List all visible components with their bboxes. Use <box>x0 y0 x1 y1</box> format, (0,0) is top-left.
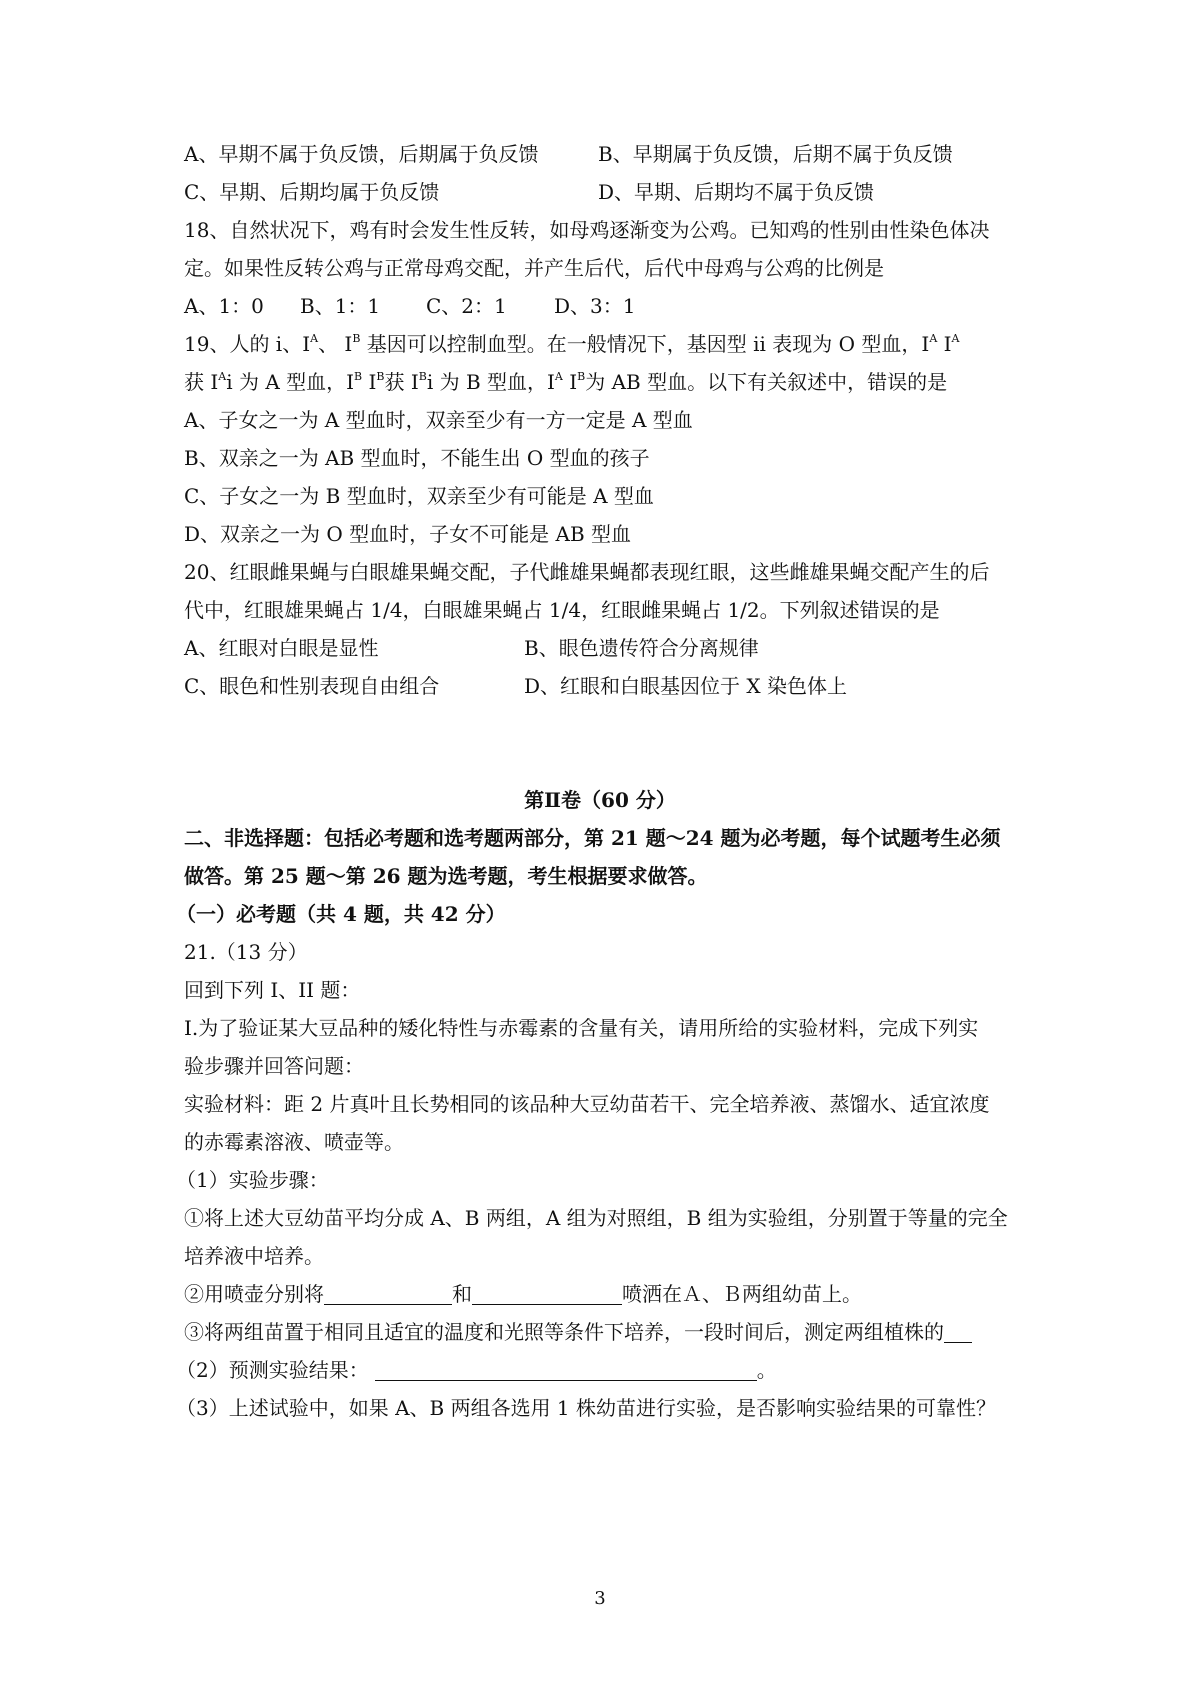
q21-predict <box>176 1356 777 1384</box>
q21-steps-label: （1）实验步骤： <box>176 1168 329 1192</box>
q19-option-a: A、子女之一为 A 型血时，双亲至少有一方一定是 A 型血 <box>184 408 693 432</box>
q21-step2 <box>184 1280 862 1308</box>
q19-text: 获 I <box>384 370 419 394</box>
q18-stem-line2: 定。如果性反转公鸡与正常母鸡交配，并产生后代，后代中母鸡与公鸡的比例是 <box>184 256 884 280</box>
q19-text: 、 I <box>318 332 353 356</box>
q20-stem-line2: 代中，红眼雄果蝇占 1/4，白眼雄果蝇占 1/4，红眼雌果蝇占 1/2。下列叙述错误的是 <box>184 598 940 622</box>
q21-part1-line2: 验步骤并回答问题： <box>184 1054 364 1078</box>
q21-step2-text: 和 <box>452 1282 472 1306</box>
q21-step1-line1: ①将上述大豆幼苗平均分成 A、B 两组，A 组为对照组，B 组为实验组，分别置于等量的完全 <box>184 1206 1008 1230</box>
q21-step3-text: ③将两组苗置于相同且适宜的温度和光照等条件下培养，一段时间后，测定两组植株的 <box>184 1320 944 1344</box>
q19-sup: A <box>929 332 938 345</box>
answer-blank-3[interactable] <box>944 1322 972 1343</box>
q19-sup: A <box>554 370 563 383</box>
q19-sup: B <box>577 370 586 383</box>
page-number: 3 <box>594 1588 606 1609</box>
q19-sup: A <box>218 370 227 383</box>
q20-option-b: B、眼色遗传符合分离规律 <box>524 636 759 660</box>
q20-stem-line1: 20、红眼雌果蝇与白眼雄果蝇交配，子代雌雄果蝇都表现红眼，这些雌雄果蝇交配产生的后 <box>184 560 990 584</box>
q21-prompt: 回到下列 I、II 题： <box>184 978 361 1002</box>
answer-blank-1[interactable] <box>324 1284 452 1305</box>
q19-text: 获 I <box>184 370 219 394</box>
q20-option-a: A、红眼对白眼是显性 <box>184 636 379 660</box>
section-intro-line2: 做答。第 25 题～第 26 题为选考题，考生根据要求做答。 <box>184 864 708 888</box>
q18-option-a: A、1：0 <box>184 294 264 318</box>
q20-option-d: D、红眼和白眼基因位于 X 染色体上 <box>524 674 847 698</box>
q21-materials-line2: 的赤霉素溶液、喷壶等。 <box>184 1130 404 1154</box>
q19-sup: B <box>354 370 363 383</box>
q21-header: 21.（13 分） <box>184 940 308 964</box>
q21-step2-text: 喷洒在Ａ、Ｂ两组幼苗上。 <box>622 1282 862 1306</box>
q19-text: I <box>937 332 952 356</box>
q17-option-d: D、早期、后期均不属于负反馈 <box>598 180 875 204</box>
q19-option-c: C、子女之一为 B 型血时，双亲至少有可能是 A 型血 <box>184 484 654 508</box>
q19-text: I <box>362 370 377 394</box>
q19-sup: A <box>310 332 319 345</box>
q19-text: i 为 A 型血，I <box>226 370 355 394</box>
q19-text: 19、人的 i、I <box>184 332 311 356</box>
q21-step3 <box>184 1318 972 1346</box>
q21-predict-text: （2）预测实验结果： <box>176 1358 369 1382</box>
q19-text: i 为 B 型血，I <box>426 370 555 394</box>
q19-sup: B <box>376 370 385 383</box>
q19-sup: A <box>951 332 960 345</box>
q17-option-a: A、早期不属于负反馈，后期属于负反馈 <box>184 142 539 166</box>
q21-step1-line2: 培养液中培养。 <box>184 1244 324 1268</box>
q19-text: I <box>562 370 578 394</box>
q21-part1-line1: I.为了验证某大豆品种的矮化特性与赤霉素的含量有关，请用所给的实验材料，完成下列实 <box>184 1016 979 1040</box>
q19-stem-line2 <box>184 368 947 396</box>
q19-sup: B <box>418 370 427 383</box>
q17-option-b: B、早期属于负反馈，后期不属于负反馈 <box>598 142 953 166</box>
required-heading: （一）必考题（共 4 题，共 42 分） <box>176 902 506 926</box>
q19-text: 基因可以控制血型。在一般情况下，基因型 ii 表现为 O 型血，I <box>360 332 930 356</box>
answer-blank-2[interactable] <box>472 1284 622 1305</box>
q20-option-c: C、眼色和性别表现自由组合 <box>184 674 440 698</box>
q18-option-b: B、1：1 <box>300 294 381 318</box>
q19-option-b: B、双亲之一为 AB 型血时，不能生出 O 型血的孩子 <box>184 446 650 470</box>
q21-materials-line1: 实验材料：距 2 片真叶且长势相同的该品种大豆幼苗若干、完全培养液、蒸馏水、适宜浓度 <box>184 1092 990 1116</box>
q18-option-d: D、3：1 <box>554 294 636 318</box>
answer-blank-4[interactable] <box>375 1360 757 1381</box>
q19-stem-line1 <box>184 330 959 358</box>
q21-predict-text: 。 <box>756 1358 777 1382</box>
q21-question3: （3）上述试验中，如果 A、B 两组各选用 1 株幼苗进行实验，是否影响实验结果的可靠性？ <box>176 1396 997 1420</box>
section-title: 第Ⅱ卷（60 分） <box>524 788 676 812</box>
q17-option-c: C、早期、后期均属于负反馈 <box>184 180 440 204</box>
q19-option-d: D、双亲之一为 O 型血时，子女不可能是 AB 型血 <box>184 522 632 546</box>
q21-step2-text: ②用喷壶分别将 <box>184 1282 324 1306</box>
q19-text: 为 AB 型血。以下有关叙述中，错误的是 <box>585 370 948 394</box>
section-intro-line1: 二、非选择题：包括必考题和选考题两部分，第 21 题～24 题为必考题，每个试题考生必须 <box>184 826 1001 850</box>
q19-sup: B <box>352 332 361 345</box>
q18-stem-line1: 18、自然状况下，鸡有时会发生性反转，如母鸡逐渐变为公鸡。已知鸡的性别由性染色体决 <box>184 218 990 242</box>
q18-option-c: C、2：1 <box>426 294 507 318</box>
